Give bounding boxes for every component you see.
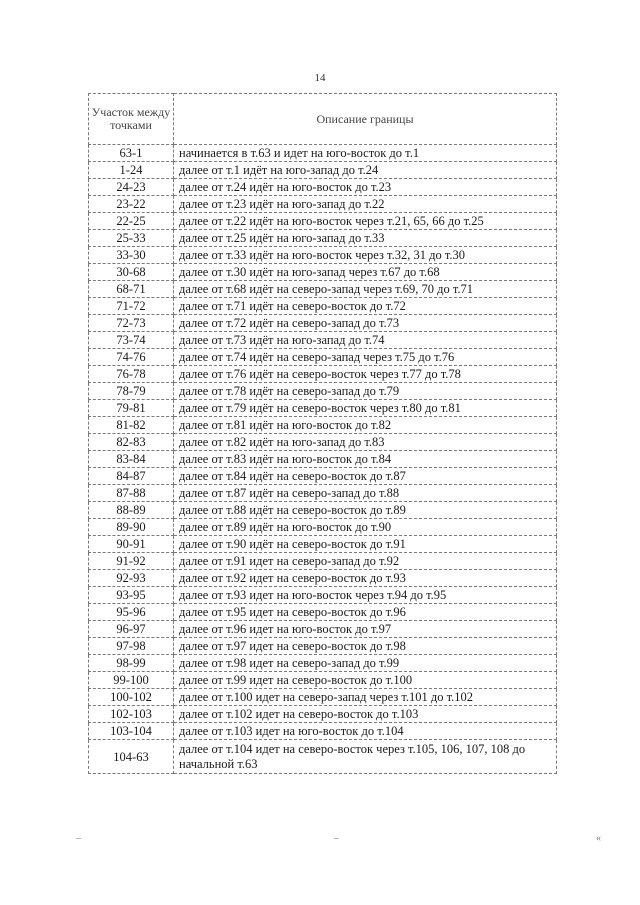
table-row xyxy=(89,638,557,655)
segment-cell: 84-87 xyxy=(89,468,174,485)
table-row xyxy=(89,740,557,774)
segment-cell: 81-82 xyxy=(89,417,174,434)
description-cell: далее от т.93 идет на юго-восток через т.94 до т.95 xyxy=(174,587,557,604)
description-cell: далее от т.98 идет на северо-запад до т.99 xyxy=(174,655,557,672)
segment-cell: 72-73 xyxy=(89,315,174,332)
table-row xyxy=(89,689,557,706)
segment-cell: 71-72 xyxy=(89,298,174,315)
table-row xyxy=(89,417,557,434)
segment-cell: 103-104 xyxy=(89,723,174,740)
table-row xyxy=(89,485,557,502)
description-cell: далее от т.25 идёт на юго-запад до т.33 xyxy=(174,230,557,247)
description-cell: далее от т.68 идёт на северо-запад через т.69, 70 до т.71 xyxy=(174,281,557,298)
header-segment: Участок между точками xyxy=(89,94,174,145)
description-cell: далее от т.91 идет на северо-запад до т.92 xyxy=(174,553,557,570)
table-row xyxy=(89,247,557,264)
table-row xyxy=(89,366,557,383)
description-cell: далее от т.90 идёт на северо-восток до т.91 xyxy=(174,536,557,553)
segment-cell: 97-98 xyxy=(89,638,174,655)
description-cell: далее от т.88 идёт на северо-восток до т.89 xyxy=(174,502,557,519)
description-cell: далее от т.33 идёт на юго-восток через т.32, 31 до т.30 xyxy=(174,247,557,264)
description-cell: далее от т.84 идёт на северо-восток до т.87 xyxy=(174,468,557,485)
description-cell: далее от т.30 идёт на юго-запад через т.67 до т.68 xyxy=(174,264,557,281)
description-cell: далее от т.22 идёт на юго-восток через т.21, 65, 66 до т.25 xyxy=(174,213,557,230)
table-body xyxy=(89,145,557,774)
table-row xyxy=(89,179,557,196)
description-cell: далее от т.89 идёт на юго-восток до т.90 xyxy=(174,519,557,536)
table-row xyxy=(89,162,557,179)
segment-cell: 1-24 xyxy=(89,162,174,179)
segment-cell: 99-100 xyxy=(89,672,174,689)
segment-cell: 95-96 xyxy=(89,604,174,621)
description-cell: далее от т.23 идёт на юго-запад до т.22 xyxy=(174,196,557,213)
description-cell: далее от т.76 идёт на северо-восток через т.77 до т.78 xyxy=(174,366,557,383)
description-cell: далее от т.78 идёт на северо-запад до т.79 xyxy=(174,383,557,400)
scan-mark-left: – xyxy=(76,833,81,844)
description-cell: далее от т.104 идет на северо-восток через т.105, 106, 107, 108 до начальной т.63 xyxy=(174,740,557,774)
description-cell: далее от т.87 идёт на северо-запад до т.88 xyxy=(174,485,557,502)
table-row xyxy=(89,281,557,298)
table-row xyxy=(89,332,557,349)
description-cell: начинается в т.63 и идет на юго-восток до т.1 xyxy=(174,145,557,162)
table-row xyxy=(89,383,557,400)
description-cell: далее от т.96 идет на юго-восток до т.97 xyxy=(174,621,557,638)
description-cell: далее от т.92 идет на северо-восток до т.93 xyxy=(174,570,557,587)
description-cell: далее от т.97 идет на северо-восток до т.98 xyxy=(174,638,557,655)
segment-cell: 88-89 xyxy=(89,502,174,519)
description-cell: далее от т.73 идёт на юго-запад до т.74 xyxy=(174,332,557,349)
segment-cell: 78-79 xyxy=(89,383,174,400)
description-cell: далее от т.102 идет на северо-восток до т.103 xyxy=(174,706,557,723)
table-row xyxy=(89,502,557,519)
segment-cell: 93-95 xyxy=(89,587,174,604)
segment-cell: 24-23 xyxy=(89,179,174,196)
description-cell: далее от т.99 идет на северо-восток до т.100 xyxy=(174,672,557,689)
table-row xyxy=(89,706,557,723)
table-row xyxy=(89,315,557,332)
description-cell: далее от т.100 идет на северо-запад через т.101 до т.102 xyxy=(174,689,557,706)
segment-cell: 98-99 xyxy=(89,655,174,672)
segment-cell: 23-22 xyxy=(89,196,174,213)
description-cell: далее от т.74 идёт на северо-запад через т.75 до т.76 xyxy=(174,349,557,366)
segment-cell: 68-71 xyxy=(89,281,174,298)
segment-cell: 90-91 xyxy=(89,536,174,553)
table-row xyxy=(89,621,557,638)
table-row xyxy=(89,570,557,587)
table-row xyxy=(89,723,557,740)
segment-cell: 25-33 xyxy=(89,230,174,247)
description-cell: далее от т.71 идёт на северо-восток до т.72 xyxy=(174,298,557,315)
description-cell: далее от т.72 идёт на северо-запад до т.73 xyxy=(174,315,557,332)
table-row xyxy=(89,264,557,281)
header-description: Описание границы xyxy=(174,94,557,145)
segment-cell: 83-84 xyxy=(89,451,174,468)
table-row xyxy=(89,230,557,247)
table-row xyxy=(89,145,557,162)
table-row xyxy=(89,587,557,604)
segment-cell: 92-93 xyxy=(89,570,174,587)
description-cell: далее от т.1 идёт на юго-запад до т.24 xyxy=(174,162,557,179)
table-row xyxy=(89,451,557,468)
description-cell: далее от т.83 идёт на юго-восток до т.84 xyxy=(174,451,557,468)
table-row xyxy=(89,298,557,315)
table-header-row xyxy=(89,94,557,145)
description-cell: далее от т.95 идет на северо-восток до т.96 xyxy=(174,604,557,621)
segment-cell: 74-76 xyxy=(89,349,174,366)
segment-cell: 91-92 xyxy=(89,553,174,570)
segment-cell: 100-102 xyxy=(89,689,174,706)
description-cell: далее от т.103 идет на юго-восток до т.104 xyxy=(174,723,557,740)
scan-mark-center: – xyxy=(334,833,339,844)
description-cell: далее от т.24 идёт на юго-восток до т.23 xyxy=(174,179,557,196)
table-row xyxy=(89,604,557,621)
table-row xyxy=(89,519,557,536)
table-row xyxy=(89,196,557,213)
description-cell: далее от т.81 идёт на юго-восток до т.82 xyxy=(174,417,557,434)
table-row xyxy=(89,213,557,230)
table-row xyxy=(89,468,557,485)
table-row xyxy=(89,400,557,417)
description-cell: далее от т.82 идёт на юго-запад до т.83 xyxy=(174,434,557,451)
segment-cell: 73-74 xyxy=(89,332,174,349)
segment-cell: 33-30 xyxy=(89,247,174,264)
description-cell: далее от т.79 идёт на северо-восток через т.80 до т.81 xyxy=(174,400,557,417)
segment-cell: 82-83 xyxy=(89,434,174,451)
boundary-table xyxy=(88,93,557,774)
segment-cell: 30-68 xyxy=(89,264,174,281)
segment-cell: 102-103 xyxy=(89,706,174,723)
segment-cell: 79-81 xyxy=(89,400,174,417)
table-row xyxy=(89,434,557,451)
segment-cell: 22-25 xyxy=(89,213,174,230)
scan-mark-right: « xyxy=(596,833,601,844)
table-row xyxy=(89,349,557,366)
table-row xyxy=(89,672,557,689)
table-row xyxy=(89,655,557,672)
segment-cell: 96-97 xyxy=(89,621,174,638)
table-row xyxy=(89,553,557,570)
segment-cell: 76-78 xyxy=(89,366,174,383)
segment-cell: 87-88 xyxy=(89,485,174,502)
segment-cell: 63-1 xyxy=(89,145,174,162)
page-number: 14 xyxy=(314,72,326,84)
table-row xyxy=(89,536,557,553)
segment-cell: 104-63 xyxy=(89,740,174,774)
segment-cell: 89-90 xyxy=(89,519,174,536)
